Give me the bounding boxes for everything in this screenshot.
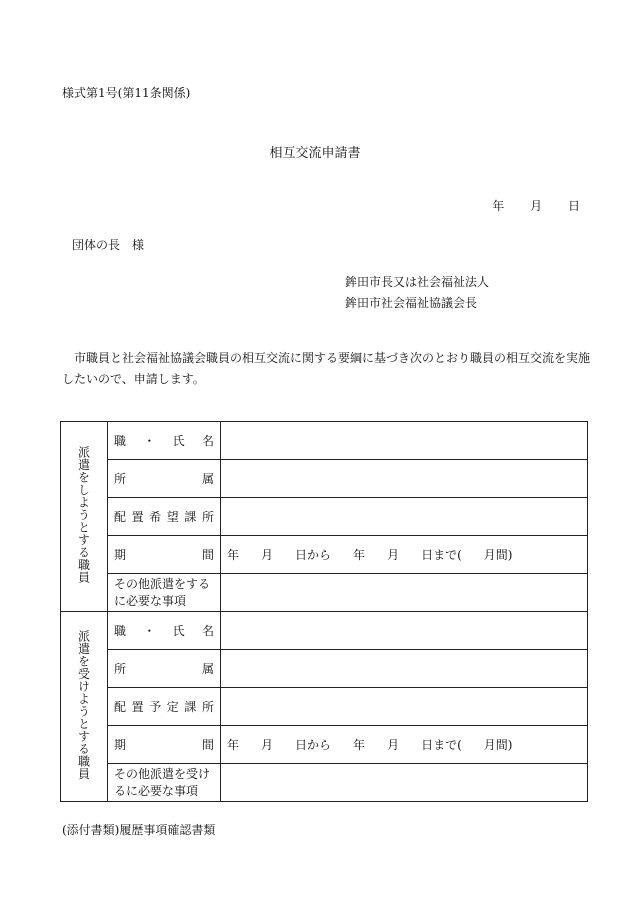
row-label: [108, 536, 221, 574]
period-part: 日まで(: [421, 548, 462, 562]
row-label-char: 配: [114, 510, 127, 524]
period-part: 月: [261, 548, 274, 562]
sender-line: 鉾田市長又は社会福祉法人: [345, 275, 490, 289]
attachment-note: (添付書類)履歴事項確認書類: [62, 823, 216, 837]
period-part: 月間): [483, 548, 513, 562]
row-label-char: 期: [114, 548, 127, 562]
row-label: [108, 764, 221, 802]
period-part: 月: [387, 738, 400, 752]
table-row: [61, 612, 588, 650]
row-label: [108, 574, 221, 612]
row-label-char: 配: [114, 700, 127, 714]
section-heading-text: 派遣を受けようとする職員: [76, 630, 91, 780]
date-year: 年: [492, 199, 505, 213]
value-cell[interactable]: [221, 460, 588, 498]
table-row: [61, 726, 588, 764]
period-part: 日まで(: [421, 738, 462, 752]
period-cell[interactable]: [221, 726, 588, 764]
row-label-char: 名: [201, 434, 214, 448]
row-label-char: ・: [143, 624, 156, 638]
period-part: 年: [353, 738, 366, 752]
application-table: [60, 421, 588, 802]
date-month: 月: [530, 199, 543, 213]
period-part: 日から: [295, 548, 332, 562]
section-heading: [61, 422, 108, 612]
row-label-char: 名: [201, 624, 214, 638]
table-row: [61, 764, 588, 802]
value-cell[interactable]: [221, 650, 588, 688]
table-row: [61, 460, 588, 498]
sender-block: [345, 272, 489, 314]
row-label: [108, 422, 221, 460]
row-label-text: その他派遣をするに必要な事項: [114, 576, 211, 608]
row-label: [108, 726, 221, 764]
value-cell[interactable]: [221, 688, 588, 726]
row-label-char: 間: [201, 738, 214, 752]
period-part: 年: [227, 738, 240, 752]
row-label-char: 氏: [172, 624, 185, 638]
period-part: 年: [227, 548, 240, 562]
row-label-char: 希: [149, 510, 162, 524]
row-label-char: ・: [143, 434, 156, 448]
row-label-char: 所: [114, 472, 127, 486]
row-label-char: 職: [114, 624, 127, 638]
row-label-char: 所: [114, 662, 127, 676]
row-label: [108, 650, 221, 688]
row-label-char: 置: [131, 700, 144, 714]
table-row: [61, 650, 588, 688]
table-row: [61, 536, 588, 574]
row-label-char: 置: [131, 510, 144, 524]
section-heading-text: 派遣をしようとする職員: [76, 446, 91, 584]
row-label: [108, 612, 221, 650]
row-label-char: 属: [201, 472, 214, 486]
row-label-char: 所: [201, 510, 214, 524]
period-cell[interactable]: [221, 536, 588, 574]
value-cell[interactable]: [221, 764, 588, 802]
row-label-char: 定: [166, 700, 179, 714]
row-label: [108, 460, 221, 498]
period-part: 日から: [295, 738, 332, 752]
period-part: 月: [261, 738, 274, 752]
value-cell[interactable]: [221, 574, 588, 612]
section-heading: [61, 612, 108, 802]
value-cell[interactable]: [221, 498, 588, 536]
period-part: 月: [387, 548, 400, 562]
row-label-char: 課: [184, 700, 197, 714]
value-cell[interactable]: [221, 612, 588, 650]
document-title: 相互交流申請書: [269, 146, 361, 161]
table-row: [61, 688, 588, 726]
row-label-char: 課: [184, 510, 197, 524]
row-label-char: 望: [166, 510, 179, 524]
row-label-char: 所: [201, 700, 214, 714]
row-label-char: 氏: [172, 434, 185, 448]
row-label-char: 職: [114, 434, 127, 448]
table-row: [61, 498, 588, 536]
date-line: [470, 197, 580, 214]
row-label-text: その他派遣を受けるに必要な事項: [114, 766, 211, 798]
addressee: 団体の長 様: [72, 238, 145, 252]
date-day: 日: [567, 199, 580, 213]
sender-line: 鉾田市社会福祉協議会長: [345, 296, 478, 310]
row-label-char: 間: [201, 548, 214, 562]
row-label: [108, 498, 221, 536]
row-label-char: 属: [201, 662, 214, 676]
table-row: [61, 422, 588, 460]
row-label-char: 予: [149, 700, 162, 714]
value-cell[interactable]: [221, 422, 588, 460]
body-text: 市職員と社会福祉協議会職員の相互交流に関する要綱に基づき次のとおり職員の相互交流を実施したいので、申請します。: [62, 351, 591, 386]
table-row: [61, 574, 588, 612]
row-label-char: 期: [114, 738, 127, 752]
form-number: 様式第1号(第11条関係): [62, 86, 191, 100]
period-part: 月間): [483, 738, 513, 752]
period-part: 年: [353, 548, 366, 562]
row-label: [108, 688, 221, 726]
